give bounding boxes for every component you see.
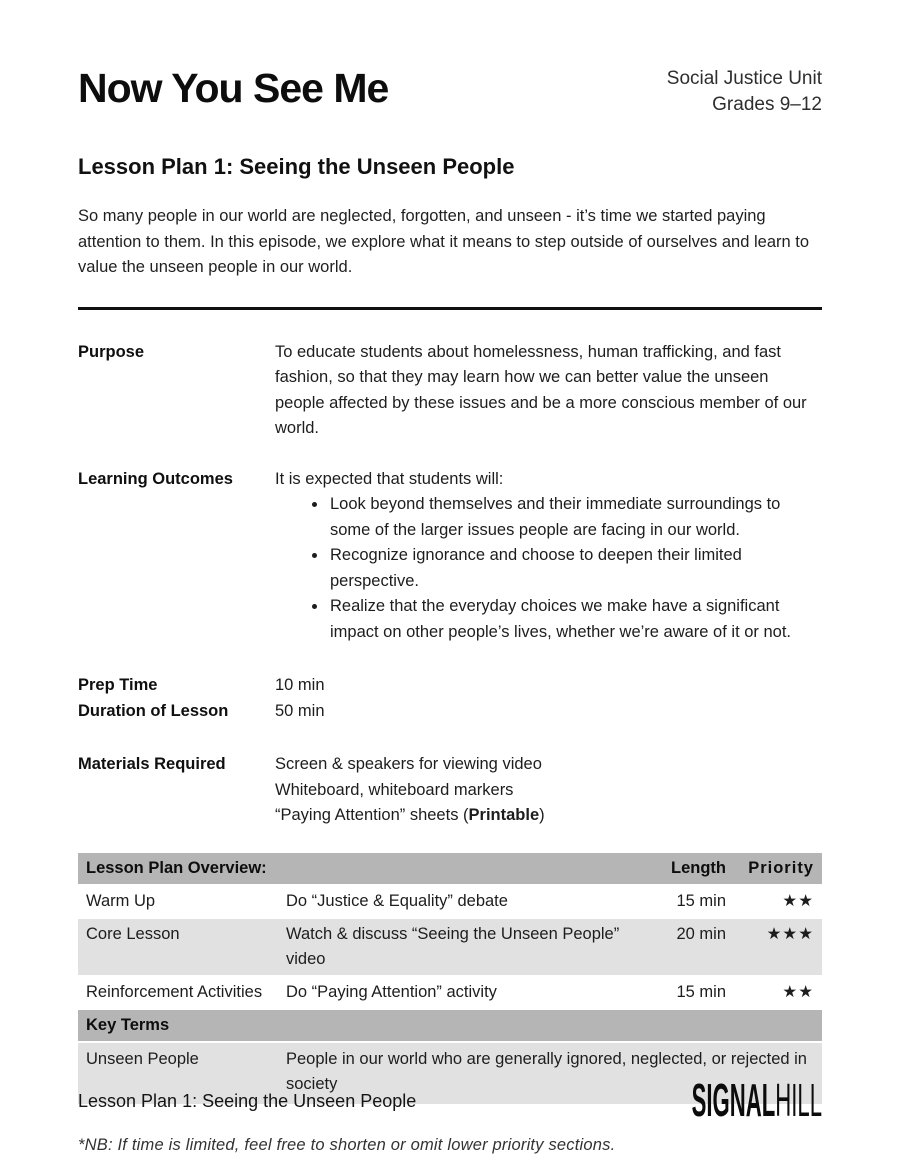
priority-stars: ★★★ — [766, 924, 814, 943]
outcomes-content — [275, 467, 822, 646]
lesson-heading: Lesson Plan 1: Seeing the Unseen People — [78, 154, 515, 179]
description-cell: Do “Justice & Equality” debate — [286, 891, 508, 910]
overview-header-row — [78, 853, 822, 886]
materials-item: Screen & speakers for viewing video — [275, 755, 542, 773]
length-cell: 15 min — [676, 891, 726, 910]
grades-label: Grades 9–12 — [712, 94, 822, 115]
overview-title: Lesson Plan Overview: — [86, 858, 267, 877]
materials-label: Materials Required — [78, 755, 226, 773]
length-cell: 15 min — [676, 982, 726, 1001]
outcomes-row — [78, 467, 822, 646]
outcomes-label: Learning Outcomes — [78, 469, 233, 488]
priority-column-header: Priority — [748, 858, 814, 877]
printable-bold: Printable — [468, 806, 540, 824]
length-column-header: Length — [671, 858, 726, 877]
unit-label: Social Justice Unit — [666, 68, 822, 89]
section-divider — [78, 307, 822, 310]
length-cell: 20 min — [676, 924, 726, 943]
intro-paragraph: So many people in our world are neglected, forgotten, and unseen - it’s time we started paying attention to them. In this episode, we explore what it means to step outside of ourselves and learn to value the unseen people in our world. — [78, 207, 810, 276]
document-title: Now You See Me — [78, 65, 389, 111]
masthead — [78, 64, 822, 118]
lesson-overview-table — [78, 853, 822, 1104]
activity-cell: Warm Up — [86, 891, 156, 910]
outcome-item: • Realize that the everyday choices we make have a significant impact on other people’s lives, whether we’re aware of it or not. — [328, 594, 822, 645]
outcome-item: • Look beyond themselves and their immediate surroundings to some of the larger issues people are facing in our world. — [328, 492, 822, 543]
prep-time-value: 10 min — [275, 676, 325, 694]
priority-stars: ★★ — [782, 891, 814, 910]
description-cell: Do “Paying Attention” activity — [286, 982, 497, 1001]
duration-row — [78, 699, 822, 725]
activity-cell: Core Lesson — [86, 924, 180, 943]
prep-time-row — [78, 673, 822, 699]
signalhill-logo — [692, 1075, 822, 1128]
materials-item: Whiteboard, whiteboard markers — [275, 780, 514, 799]
table-row — [78, 886, 822, 919]
purpose-label: Purpose — [78, 342, 145, 361]
printable-prefix: “Paying Attention” sheets ( — [275, 806, 469, 824]
page-footer — [78, 1074, 822, 1127]
key-term: Unseen People — [86, 1049, 199, 1068]
purpose-text: To educate students about homelessness, human trafficking, and fast fashion, so that they may learn how we can better value the unseen people affected by these issues and be a more conscious member of our world. — [275, 342, 807, 437]
prep-time-label: Prep Time — [78, 676, 158, 694]
logo-light-part: HILL — [775, 1074, 822, 1127]
materials-row — [78, 752, 822, 829]
purpose-row — [78, 340, 822, 442]
activity-cell: Reinforcement Activities — [86, 982, 263, 1001]
priority-stars: ★★ — [782, 982, 814, 1001]
key-terms-header: Key Terms — [78, 1010, 822, 1043]
duration-label: Duration of Lesson — [78, 701, 229, 720]
unit-info — [667, 66, 822, 118]
info-section — [78, 340, 822, 829]
materials-item-printable — [275, 803, 822, 829]
outcomes-list — [275, 492, 822, 645]
materials-list — [275, 752, 822, 829]
outcome-item: • Recognize ignorance and choose to deepen their limited perspective. — [328, 543, 822, 594]
description-cell: Watch & discuss “Seeing the Unseen People” video — [286, 924, 620, 968]
table-row — [78, 919, 822, 977]
table-row — [78, 977, 822, 1010]
outcomes-lead: It is expected that students will: — [275, 469, 504, 488]
footnote: *NB: If time is limited, feel free to shorten or omit lower priority sections. — [78, 1135, 616, 1154]
footer-lesson-title: Lesson Plan 1: Seeing the Unseen People — [78, 1091, 417, 1111]
key-term-definition: People in our world who are generally ignored, neglected, or rejected in society — [286, 1049, 807, 1093]
logo-bold-part: SIGNAL — [691, 1074, 776, 1127]
printable-suffix: ) — [539, 806, 545, 824]
duration-value: 50 min — [275, 701, 325, 720]
